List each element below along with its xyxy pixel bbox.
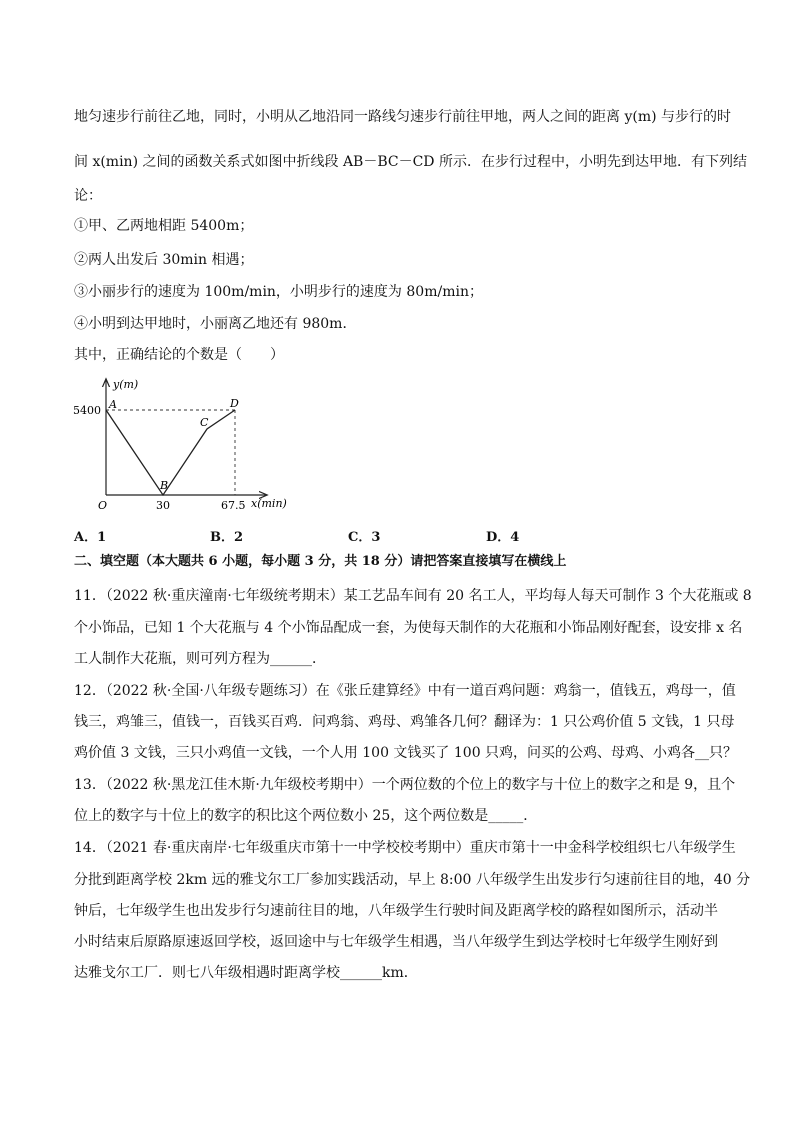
y-tick-5400: 5400 [73,404,101,417]
problem14-line5: 达雅戈尔工厂．则七八年级相遇时距离学校______km． [74,965,418,981]
problem14-line3: 钟后，七年级学生也出发步行匀速前往目的地，八年级学生行驶时间及距离学校的路程如图所示，活动半 [74,903,718,919]
problem12-line1: 12．（2022 秋·全国·八年级专题练习）在《张丘建算经》中有一道百鸡问题：鸡翁一，值钱五，鸡母一，值 [74,683,736,699]
point-A-label: A [109,398,117,411]
problem10-line3: 论： [74,188,102,204]
choice-A[interactable]: A．1 [74,530,107,545]
problem12-line2: 钱三，鸡雏三，值钱一，百钱买百鸡．问鸡翁、鸡母、鸡雏各几何？翻译为：1 只公鸡价值 5 文钱，1 只母 [74,714,735,730]
choice-D[interactable]: D．4 [486,530,520,545]
problem13-line1: 13．（2022 秋·黑龙江佳木斯·九年级校考期中）一个两位数的个位上的数字与十位上的数字之和是 9，且个 [74,777,736,793]
problem13-line2: 位上的数字与十位上的数字的积比这个两位数小 25，这个两位数是_____． [74,808,538,824]
section2-heading: 二、填空题（本大题共 6 小题，每小题 3 分，共 18 分）请把答案直接填写在横线上 [74,554,567,569]
x-axis-label: x(min) [251,497,287,510]
choice-B[interactable]: B．2 [210,530,244,545]
statement-1: ①甲、乙两地相距 5400m； [74,218,254,234]
answer-choices [74,526,734,546]
point-D-label: D [230,397,239,410]
problem11-line1: 11．（2022 秋·重庆潼南·七年级统考期末）某工艺品车间有 20 名工人，平均每人每天可制作 3 个大花瓶或 8 [74,588,752,604]
distance-time-graph [73,374,296,514]
choice-C[interactable]: C．3 [348,530,381,545]
problem14-line1: 14．（2021 春·重庆南岸·七年级重庆市第十一中学校校考期中）重庆市第十一中金科学校组织七八年级学生 [74,840,736,856]
statement-3: ③小丽步行的速度为 100m/min，小明步行的速度为 80m/min； [74,284,483,300]
problem10-question: 其中，正确结论的个数是（ ） [74,347,284,363]
problem12-line3: 鸡价值 3 文钱，三只小鸡值一文钱，一个人用 100 文钱买了 100 只鸡，问买的公鸡、母鸡、小鸡各__只？ [74,745,738,761]
problem10-line2: 间 x(min) 之间的函数关系式如图中折线段 AB－BC－CD 所示．在步行过程中，小明先到达甲地．有下列结 [74,154,747,170]
x-tick-30: 30 [156,499,170,512]
problem10-line1: 地匀速步行前往乙地，同时，小明从乙地沿同一路线匀速步行前往甲地，两人之间的距离 y(m) 与步行的时 [74,109,732,125]
graph-svg [73,374,296,514]
y-axis-label: y(m) [113,378,139,391]
point-C-label: C [200,416,209,429]
origin-label: O [98,499,108,512]
problem11-line3: 工人制作大花瓶，则可列方程为______． [74,651,326,667]
problem11-line2: 个小饰品，已知 1 个大花瓶与 4 个小饰品配成一套，为使每天制作的大花瓶和小饰品刚好配套，设安排 x 名 [74,620,743,636]
x-tick-67-5: 67.5 [221,499,246,512]
statement-2: ②两人出发后 30min 相遇； [74,252,254,268]
problem14-line4: 小时结束后原路原速返回学校，返回途中与七年级学生相遇，当八年级学生到达学校时七年级学生刚好到 [74,934,718,950]
point-B-label: B [160,479,169,492]
problem14-line2: 分批到距离学校 2km 远的雅戈尔工厂参加实践活动，早上 8:00 八年级学生出发步行匀速前往目的地，40 分 [74,872,751,888]
polyline-ABCD [106,410,235,495]
statement-4: ④小明到达甲地时，小丽离乙地还有 980m． [74,316,357,332]
